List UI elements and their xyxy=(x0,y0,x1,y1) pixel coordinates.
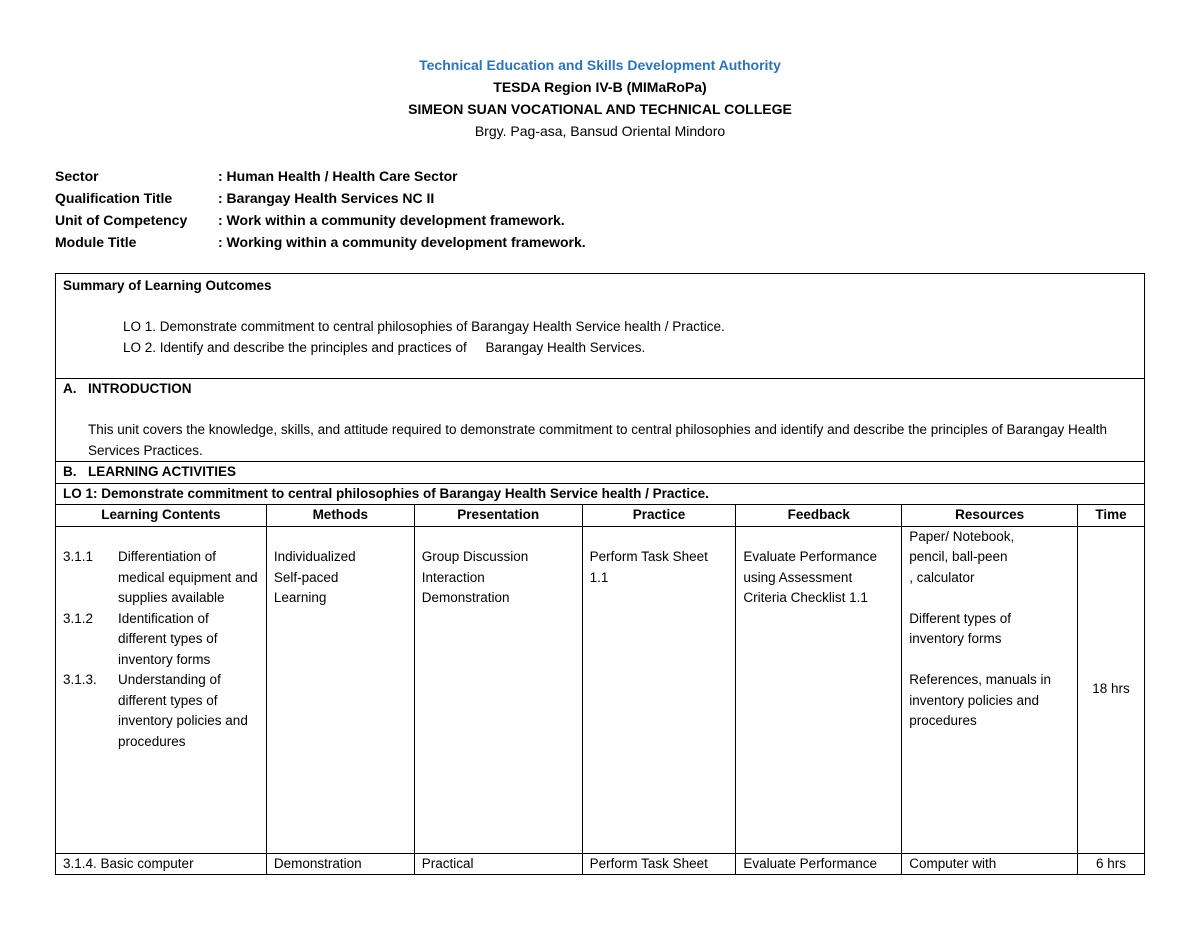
lo1-title-row xyxy=(56,483,1145,505)
learning-activities-letter: B. xyxy=(63,464,77,479)
col-resources: Resources xyxy=(902,505,1078,527)
module-title-row xyxy=(55,231,586,253)
feedback-line: Evaluate Performance xyxy=(743,549,877,564)
feedback-cell xyxy=(736,526,902,853)
competency-label: Unit of Competency xyxy=(55,212,188,228)
qualification-row xyxy=(55,187,586,209)
introduction-heading xyxy=(63,379,1137,400)
practice-cell: Perform Task Sheet xyxy=(582,853,736,875)
competency-row xyxy=(55,209,586,231)
practice-line: Perform Task Sheet xyxy=(589,549,708,564)
content-text: Understanding of different types of inventory policies and procedures xyxy=(118,672,248,749)
list-item xyxy=(63,670,259,752)
content-number: 3.1.3. xyxy=(63,672,97,687)
presentation-line: Group Discussion xyxy=(421,549,529,564)
col-methods: Methods xyxy=(266,505,414,527)
col-time: Time xyxy=(1078,505,1145,527)
learning-contents-cell xyxy=(56,526,267,853)
resource-line: , calculator xyxy=(909,569,975,585)
feedback-cell: Evaluate Performance xyxy=(736,853,902,875)
resource-line: inventory policies and xyxy=(909,692,1040,708)
introduction-row xyxy=(56,379,1145,462)
column-header-row xyxy=(56,505,1145,527)
col-presentation: Presentation xyxy=(414,505,582,527)
learning-contents-cell: 3.1.4. Basic computer xyxy=(56,853,267,875)
learning-outcome-2: LO 2. Identify and describe the principles and practices of Barangay Health Services. xyxy=(123,339,646,355)
module-title-label: Module Title xyxy=(55,234,137,250)
time-cell: 18 hrs xyxy=(1078,526,1145,853)
lo1-title: LO 1: Demonstrate commitment to central philosophies of Barangay Health Service health / Practice. xyxy=(56,483,1145,505)
learning-outcome-1: LO 1. Demonstrate commitment to central philosophies of Barangay Health Service health / Practice. xyxy=(123,319,725,334)
method-line: Learning xyxy=(273,590,327,605)
practice-cell xyxy=(582,526,736,853)
content-text: Identification of different types of inventory forms xyxy=(118,610,218,667)
college-title: SIMEON SUAN VOCATIONAL AND TECHNICAL COLLEGE xyxy=(408,101,792,117)
resource-line: References, manuals in xyxy=(909,672,1052,687)
region-title: TESDA Region IV-B (MIMaRoPa) xyxy=(493,79,707,95)
resource-line: inventory forms xyxy=(909,631,1002,646)
content-number: 3.1.1 xyxy=(63,549,94,564)
sector-row xyxy=(55,165,586,187)
introduction-text: This unit covers the knowledge, skills, and attitude required to demonstrate commitment to central philosophies and identify and describe the principles of Barangay Health Services Practices. xyxy=(88,422,1108,458)
presentation-cell xyxy=(414,526,582,853)
col-practice: Practice xyxy=(582,505,736,527)
module-title-value: : Working within a community development framework. xyxy=(218,234,586,250)
sector-label: Sector xyxy=(55,168,99,184)
module-info xyxy=(55,165,586,253)
introduction-letter: A. xyxy=(63,381,77,396)
resource-line: pencil, ball-peen xyxy=(909,549,1008,564)
competency-value: : Work within a community development framework. xyxy=(218,212,565,228)
presentation-line: Interaction xyxy=(421,569,485,585)
methods-cell: Demonstration xyxy=(266,853,414,875)
resource-line: procedures xyxy=(909,713,977,728)
feedback-line: Criteria Checklist 1.1 xyxy=(743,590,868,605)
content-text: Differentiation of medical equipment and supplies available xyxy=(118,549,258,605)
feedback-line: using Assessment xyxy=(743,569,853,585)
learning-activities-heading xyxy=(63,462,1137,483)
resources-cell: Computer with xyxy=(902,853,1078,875)
summary-title: Summary of Learning Outcomes xyxy=(63,278,272,293)
practice-line: 1.1 xyxy=(589,569,609,585)
summary-row xyxy=(56,274,1145,379)
col-feedback: Feedback xyxy=(736,505,902,527)
learning-activities-title: LEARNING ACTIVITIES xyxy=(88,464,237,479)
learning-activities-row xyxy=(56,462,1145,484)
list-item xyxy=(63,609,259,671)
time-cell: 6 hrs xyxy=(1078,853,1145,875)
table-row xyxy=(56,526,1145,853)
resources-cell xyxy=(902,526,1078,853)
sector-value: : Human Health / Health Care Sector xyxy=(218,168,458,184)
qualification-value: : Barangay Health Services NC II xyxy=(218,190,435,206)
resource-line: Different types of xyxy=(909,610,1012,626)
presentation-line: Demonstration xyxy=(421,590,510,605)
session-plan-table xyxy=(55,273,1145,875)
method-line: Self-paced xyxy=(273,569,339,585)
methods-cell xyxy=(266,526,414,853)
table-row xyxy=(56,853,1145,875)
college-address: Brgy. Pag-asa, Bansud Oriental Mindoro xyxy=(474,123,726,139)
presentation-cell: Practical xyxy=(414,853,582,875)
method-line: Individualized xyxy=(273,549,356,564)
authority-title: Technical Education and Skills Development Authority xyxy=(419,57,781,73)
content-number: 3.1.2 xyxy=(63,610,94,626)
resource-line: Paper/ Notebook, xyxy=(909,528,1015,544)
col-learning-contents: Learning Contents xyxy=(56,505,267,527)
list-item xyxy=(63,547,259,609)
qualification-label: Qualification Title xyxy=(55,190,173,206)
introduction-title: INTRODUCTION xyxy=(88,381,192,396)
